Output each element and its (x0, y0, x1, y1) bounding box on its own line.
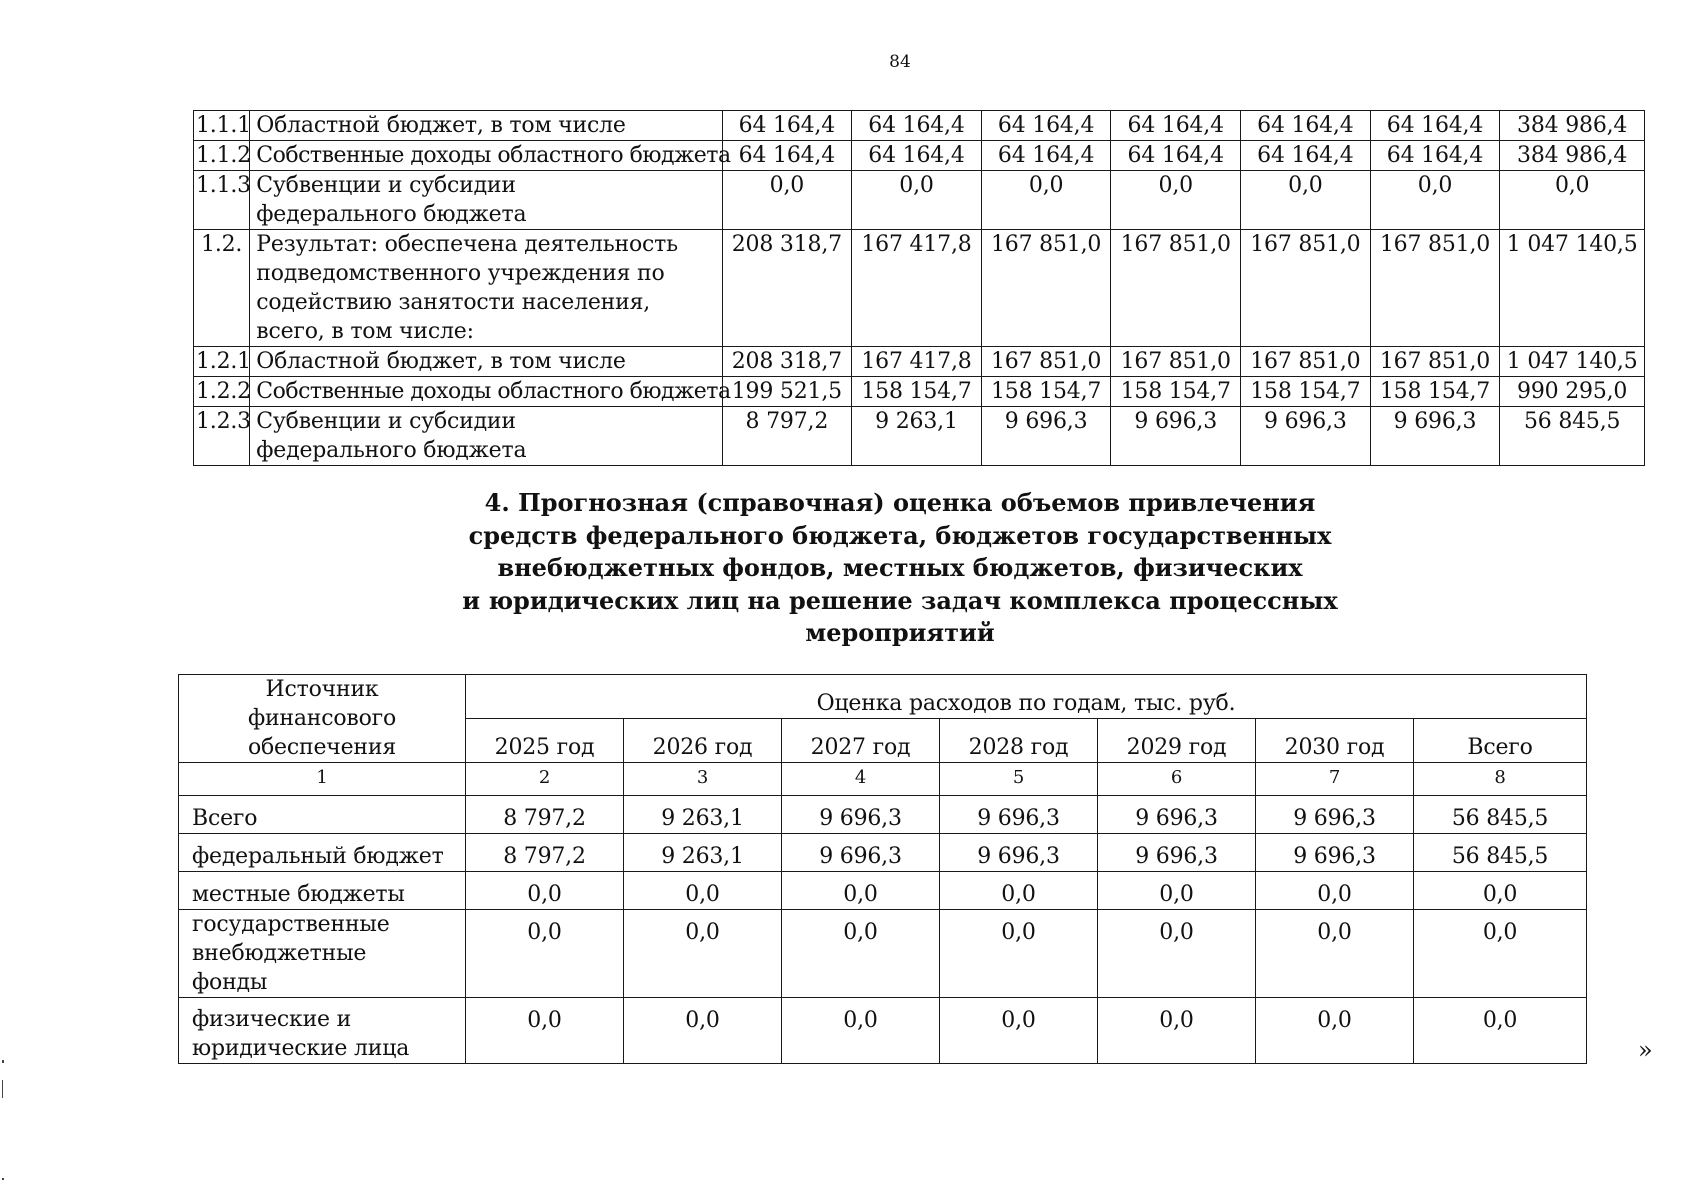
year-header: 2030 год (1256, 719, 1414, 763)
row-label: Собственные доходы областного бюджета (250, 377, 722, 407)
total-cell: 56 845,5 (1414, 796, 1587, 834)
column-number: 2 (466, 763, 624, 796)
column-number: 1 (179, 763, 466, 796)
value-cell: 64 164,4 (722, 141, 852, 171)
value-cell: 0,0 (852, 171, 982, 230)
total-cell: 384 986,4 (1500, 141, 1645, 171)
row-label: Субвенции и субсидии федерального бюджета (250, 407, 722, 466)
value-cell: 8 797,2 (722, 407, 852, 466)
value-cell: 0,0 (466, 872, 624, 910)
value-cell: 8 797,2 (466, 796, 624, 834)
value-cell: 0,0 (624, 998, 782, 1064)
value-cell: 0,0 (1370, 171, 1500, 230)
value-cell: 9 263,1 (852, 407, 982, 466)
value-cell: 167 851,0 (981, 230, 1111, 347)
value-cell: 0,0 (1098, 910, 1256, 998)
total-cell: 56 845,5 (1500, 407, 1645, 466)
value-cell: 208 318,7 (722, 230, 852, 347)
section-heading (400, 487, 1400, 650)
source-cell: Всего (179, 796, 466, 834)
value-cell: 9 263,1 (624, 796, 782, 834)
column-number: 5 (940, 763, 1098, 796)
table-row (194, 230, 1645, 347)
total-cell: 0,0 (1414, 998, 1587, 1064)
column-number-row (179, 763, 1587, 796)
value-cell: 158 154,7 (1370, 377, 1500, 407)
value-cell: 64 164,4 (852, 141, 982, 171)
value-cell: 0,0 (1241, 171, 1371, 230)
value-cell: 9 696,3 (1370, 407, 1500, 466)
value-cell: 0,0 (782, 872, 940, 910)
value-cell: 0,0 (981, 171, 1111, 230)
value-cell: 0,0 (1111, 171, 1241, 230)
value-cell: 9 696,3 (1111, 407, 1241, 466)
table-row (194, 407, 1645, 466)
value-cell: 167 417,8 (852, 347, 982, 377)
row-number: 1.1.2 (194, 141, 250, 171)
value-cell: 167 851,0 (1111, 347, 1241, 377)
value-cell: 0,0 (624, 910, 782, 998)
value-cell: 64 164,4 (1111, 141, 1241, 171)
total-cell: 990 295,0 (1500, 377, 1645, 407)
value-cell: 167 851,0 (1370, 347, 1500, 377)
value-cell: 64 164,4 (722, 111, 852, 141)
year-header: 2027 год (782, 719, 940, 763)
value-cell: 9 696,3 (1098, 796, 1256, 834)
table-row (194, 171, 1645, 230)
margin-mark (2, 1060, 4, 1063)
row-number: 1.2.3 (194, 407, 250, 466)
heading-line: внебюджетных фондов, местных бюджетов, физических (497, 553, 1303, 582)
row-number: 1.2. (194, 230, 250, 347)
table-row (194, 141, 1645, 171)
source-cell: местные бюджеты (179, 872, 466, 910)
value-cell: 0,0 (782, 998, 940, 1064)
heading-line: средств федерального бюджета, бюджетов государственных (468, 520, 1332, 550)
value-cell: 199 521,5 (722, 377, 852, 407)
year-header: 2029 год (1098, 719, 1256, 763)
value-cell: 0,0 (1256, 872, 1414, 910)
row-label: Результат: обеспечена деятельность подведомственного учреждения по содействию занятости населения, всего, в том числе: (250, 230, 722, 347)
value-cell: 0,0 (722, 171, 852, 230)
page-number: 84 (889, 52, 911, 72)
table-row (179, 834, 1587, 872)
margin-mark (2, 1178, 4, 1180)
row-label: Областной бюджет, в том числе (250, 111, 722, 141)
column-number: 6 (1098, 763, 1256, 796)
table-row (194, 111, 1645, 141)
value-cell: 158 154,7 (1241, 377, 1371, 407)
table-row (179, 998, 1587, 1064)
row-label: Субвенции и субсидии федерального бюджета (250, 171, 722, 230)
value-cell: 9 263,1 (624, 834, 782, 872)
source-cell: физические и юридические лица (179, 998, 466, 1064)
source-header: Источник финансового обеспечения (179, 675, 466, 763)
heading-line: мероприятий (805, 618, 995, 647)
value-cell: 9 696,3 (1256, 796, 1414, 834)
value-cell: 0,0 (1256, 998, 1414, 1064)
value-cell: 167 851,0 (1241, 347, 1371, 377)
estimate-header: Оценка расходов по годам, тыс. руб. (466, 675, 1587, 719)
value-cell: 0,0 (624, 872, 782, 910)
value-cell: 0,0 (940, 910, 1098, 998)
value-cell: 167 851,0 (1370, 230, 1500, 347)
value-cell: 64 164,4 (1111, 111, 1241, 141)
table-row (194, 347, 1645, 377)
total-cell: 1 047 140,5 (1500, 347, 1645, 377)
value-cell: 0,0 (782, 910, 940, 998)
total-cell: 0,0 (1414, 910, 1587, 998)
value-cell: 9 696,3 (782, 834, 940, 872)
value-cell: 9 696,3 (782, 796, 940, 834)
value-cell: 158 154,7 (1111, 377, 1241, 407)
row-number: 1.1.3 (194, 171, 250, 230)
table-row (179, 910, 1587, 998)
row-label: Областной бюджет, в том числе (250, 347, 722, 377)
table-row (194, 377, 1645, 407)
value-cell: 9 696,3 (981, 407, 1111, 466)
heading-line: 4. Прогнозная (справочная) оценка объемов привлечения (484, 488, 1316, 517)
column-number: 8 (1414, 763, 1587, 796)
year-header: 2025 год (466, 719, 624, 763)
value-cell: 0,0 (466, 910, 624, 998)
value-cell: 9 696,3 (1241, 407, 1371, 466)
value-cell: 0,0 (1098, 872, 1256, 910)
value-cell: 167 851,0 (1241, 230, 1371, 347)
row-number: 1.1.1 (194, 111, 250, 141)
budget-results-table (193, 110, 1645, 466)
table-row (179, 796, 1587, 834)
value-cell: 0,0 (940, 998, 1098, 1064)
value-cell: 167 851,0 (1111, 230, 1241, 347)
value-cell: 9 696,3 (940, 796, 1098, 834)
total-cell: 56 845,5 (1414, 834, 1587, 872)
value-cell: 0,0 (1098, 998, 1256, 1064)
column-number: 7 (1256, 763, 1414, 796)
margin-mark (2, 1080, 3, 1098)
row-label: Собственные доходы областного бюджета (250, 141, 722, 171)
value-cell: 64 164,4 (981, 111, 1111, 141)
value-cell: 64 164,4 (1241, 141, 1371, 171)
year-header: 2026 год (624, 719, 782, 763)
total-header: Всего (1414, 719, 1587, 763)
column-number: 4 (782, 763, 940, 796)
value-cell: 0,0 (1256, 910, 1414, 998)
header-row (179, 675, 1587, 719)
value-cell: 9 696,3 (1098, 834, 1256, 872)
value-cell: 158 154,7 (852, 377, 982, 407)
value-cell: 167 851,0 (981, 347, 1111, 377)
value-cell: 64 164,4 (1241, 111, 1371, 141)
total-cell: 384 986,4 (1500, 111, 1645, 141)
closing-quote-mark: » (1638, 1036, 1653, 1064)
value-cell: 9 696,3 (1256, 834, 1414, 872)
funding-estimate-table (178, 674, 1587, 1064)
source-cell: государственные внебюджетные фонды (179, 910, 466, 998)
column-number: 3 (624, 763, 782, 796)
total-cell: 0,0 (1414, 872, 1587, 910)
row-number: 1.2.1 (194, 347, 250, 377)
year-header: 2028 год (940, 719, 1098, 763)
source-cell: федеральный бюджет (179, 834, 466, 872)
value-cell: 158 154,7 (981, 377, 1111, 407)
value-cell: 0,0 (466, 998, 624, 1064)
value-cell: 167 417,8 (852, 230, 982, 347)
value-cell: 64 164,4 (1370, 111, 1500, 141)
value-cell: 64 164,4 (852, 111, 982, 141)
total-cell: 1 047 140,5 (1500, 230, 1645, 347)
table-row (179, 872, 1587, 910)
heading-line: и юридических лиц на решение задач комплекса процессных (462, 585, 1338, 615)
value-cell: 208 318,7 (722, 347, 852, 377)
value-cell: 0,0 (940, 872, 1098, 910)
value-cell: 64 164,4 (1370, 141, 1500, 171)
value-cell: 9 696,3 (940, 834, 1098, 872)
row-number: 1.2.2 (194, 377, 250, 407)
value-cell: 64 164,4 (981, 141, 1111, 171)
total-cell: 0,0 (1500, 171, 1645, 230)
value-cell: 8 797,2 (466, 834, 624, 872)
